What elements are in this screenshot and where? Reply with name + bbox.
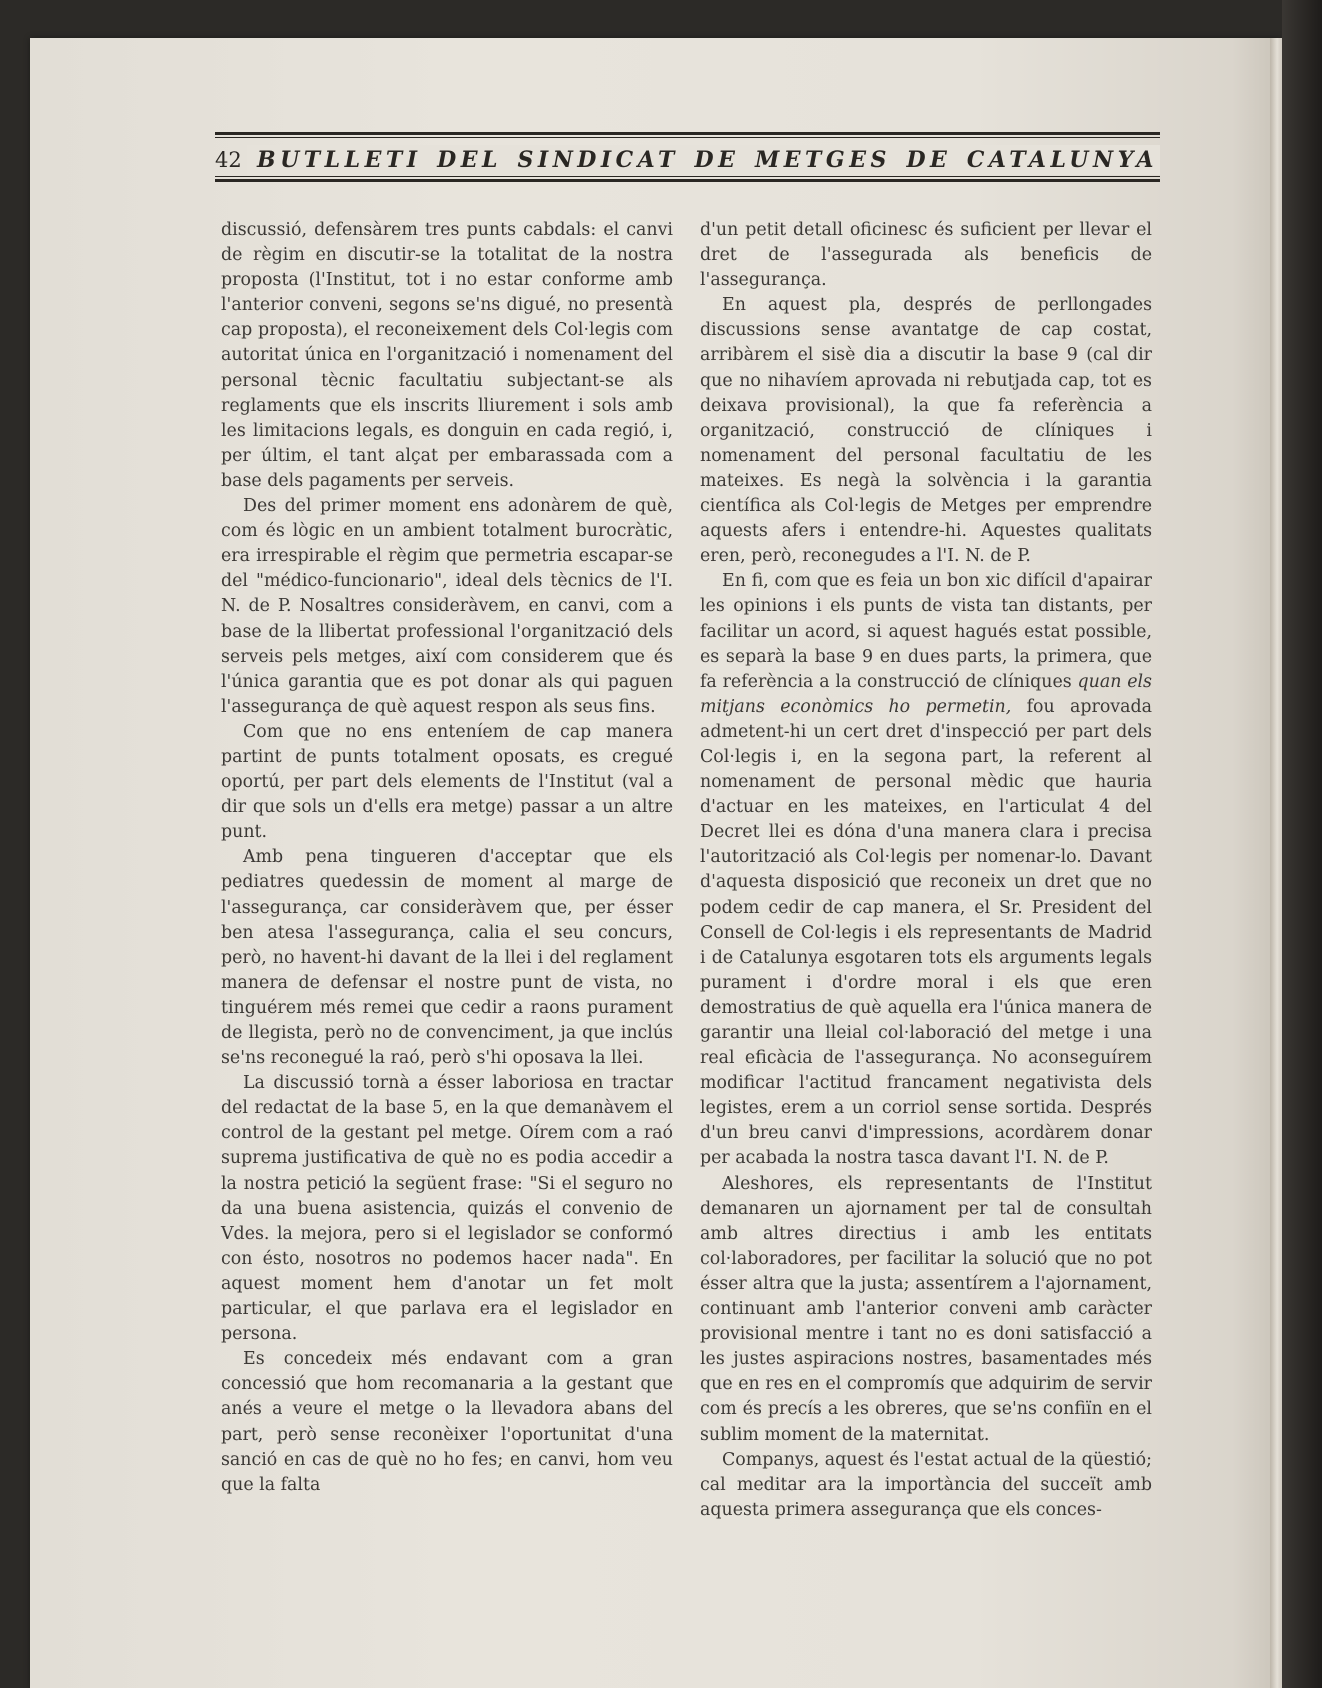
journal-title-word: BUTLLETI [257, 147, 422, 173]
paragraph: discussió, defensàrem tres punts cabdals: el canvi de règim en discutir-se la totalitat de la nostra proposta (l'Institut, tot i no estar conforme amb l'anterior conveni, segons se'ns digué, no presentà cap proposta), el reconeixement dels Col·legis com autoritat única en l'organització i nomenament del personal tècnic facultatiu subjectant-se als reglaments que els inscrits lliurement i sols amb les limitacions legals, es donguin en cada regió, i, per últim, el tant alçat per embarassada com a base dels pagaments per serveis. [221, 220, 673, 491]
header-row [215, 143, 1160, 175]
right-text-column [700, 218, 1152, 1523]
journal-title-word: METGES [754, 147, 891, 173]
paragraph: d'un petit detall oficinesc és suficient per llevar el dret de l'assegurada als beneficis de l'assegurança. [700, 220, 1152, 291]
paragraph: Es concedeix més endavant com a gran concessió que hom recomanaria a la gestant que anés a veure el metge o la llevadora abans del part, però sense reconèixer l'oportunitat d'una sanció en cas de què no ho fes; en canvi, hom veu que la falta [221, 1349, 673, 1495]
page-number: 42 [215, 148, 242, 172]
scan-dark-edge [1282, 0, 1322, 1688]
header-rule-top-thin [215, 137, 1160, 138]
paragraph: En aquest pla, després de perllongades discussions sense avantatge de cap costat, arribàrem el sisè dia a discutir la base 9 (cal dir que no nihavíem aprovada ni rebutjada cap, tot es deixava provisional), la que fa referència a organització, construcció de clíniques i nomenament del personal facultatiu de les mateixes. Es negà la solvència i la garantia científica als Col·legis de Metges per emprendre aquests afers i entendre-hi. Aquestes qualitats eren, però, reconegudes a l'I. N. de P. [700, 295, 1152, 567]
header-rule-top-thick [215, 132, 1160, 135]
journal-title-word: DE [906, 147, 952, 173]
journal-title-word: DEL [437, 147, 502, 173]
paragraph: Companys, aquest és l'estat actual de la qüestió; cal meditar ara la importància del succeït amb aquesta primera assegurança que els conces- [700, 1449, 1152, 1520]
journal-title-word: CATALUNYA [966, 147, 1158, 173]
paragraph: La discussió tornà a ésser laboriosa en tractar del redactat de la base 5, en la que demanàvem el control de la gestant pel metge. Oírem com a raó suprema justificativa de què no es podia accedir a la nostra petició la següent frase: "Si el seguro no da una buena asistencia, quizás el convenio de Vdes. la mejora, pero si el legislador se conformó con ésto, nosotros no podemos hacer nada". En aquest moment hem d'anotar un fet molt particular, el que parlava era el legislador en persona. [221, 1073, 673, 1345]
paragraph: Com que no ens enteníem de cap manera partint de punts totalment oposats, es cregué oportú, per part dels elements de l'Institut (val a dir que sols un d'ells era metge) passar a un altre punt. [221, 721, 673, 843]
journal-title-word: SINDICAT [517, 147, 679, 173]
header-rule-bottom-thin [215, 176, 1160, 177]
italic-phrase: quan els mitjans econòmics ho permetin, [700, 671, 1152, 717]
paragraph-text: En fi, com que es feia un bon xic difícil d'apairar les opinions i els punts de vista tan distants, per facilitar un acord, si aquest hagués estat possible, es separà la base 9 en dues parts, la primera, que fa referència a la construcció de clíniques [700, 571, 1152, 692]
journal-title [247, 145, 1160, 175]
running-header [215, 128, 1160, 188]
paragraph: Amb pena tingueren d'acceptar que els pediatres quedessin de moment al marge de l'assegurança, car consideràvem que, per ésser ben atesa l'assegurança, calia el seu concurs, però, no havent-hi davant de la llei i del reglament manera de defensar el nostre punt de vista, no tinguérem més remei que cedir a raons purament de llegista, però no de convenciment, ja que inclús se'ns reconegué la raó, però s'hi oposava la llei. [221, 847, 673, 1069]
header-rule-bottom-thick [215, 179, 1160, 182]
paragraph-text: fou aprovada admetent-hi un cert dret d'inspecció per part dels Col·legis i, en la segona part, la referent al nomenament de personal mèdic que hauria d'actuar en les mateixes, en l'articulat 4 del Decret llei es dóna d'una manera clara i precisa l'autorització als Col·legis per nomenar-lo. Davant d'aquesta disposició que reconeix un dret que no podem cedir de cap manera, el Sr. President del Consell de Col·legis i els representants de Madrid i de Catalunya esgotaren tots els arguments legals purament i d'ordre moral i els que eren demostratius de què aquella era l'única manera de garantir una lleial col·laboració del metge i una real eficàcia de l'assegurança. No aconseguírem modificar l'actitud francament negativista dels legistes, erem a un corriol sense sortida. Després d'un breu canvi d'impressions, acordàrem donar per acabada la nostra tasca davant l'I. N. de P. [700, 696, 1152, 1169]
page-spine-edge [1270, 38, 1282, 1688]
paragraph: Des del primer moment ens adonàrem de què, com és lògic en un ambient totalment burocràtic, era irrespirable el règim que permetria escapar-se del "médico-funcionario", ideal dels tècnics de l'I. N. de P. Nosaltres consideràvem, en canvi, com a base de la llibertat professional l'organització dels serveis pels metges, així com considerem que és l'única garantia que es pot donar als qui paguen l'assegurança de què aquest respon als seus fins. [221, 496, 673, 717]
journal-title-word: DE [694, 147, 740, 173]
paragraph [700, 569, 1152, 1171]
paragraph: Aleshores, els representants de l'Institut demanaren un ajornament per tal de consultah amb altres directius i amb les entitats col·laboradores, per facilitar la solució que no pot ésser altra que la justa; assentírem a l'ajornament, continuant amb l'anterior conveni amb caràcter provisional mentre i tant no es doni satisfacció a les justes aspiracions nostres, basamentades més que en res en el compromís que adquirim de servir com és precís a les obreres, que se'ns confiïn en el sublim moment de la maternitat. [700, 1173, 1152, 1445]
left-text-column [221, 218, 673, 1498]
